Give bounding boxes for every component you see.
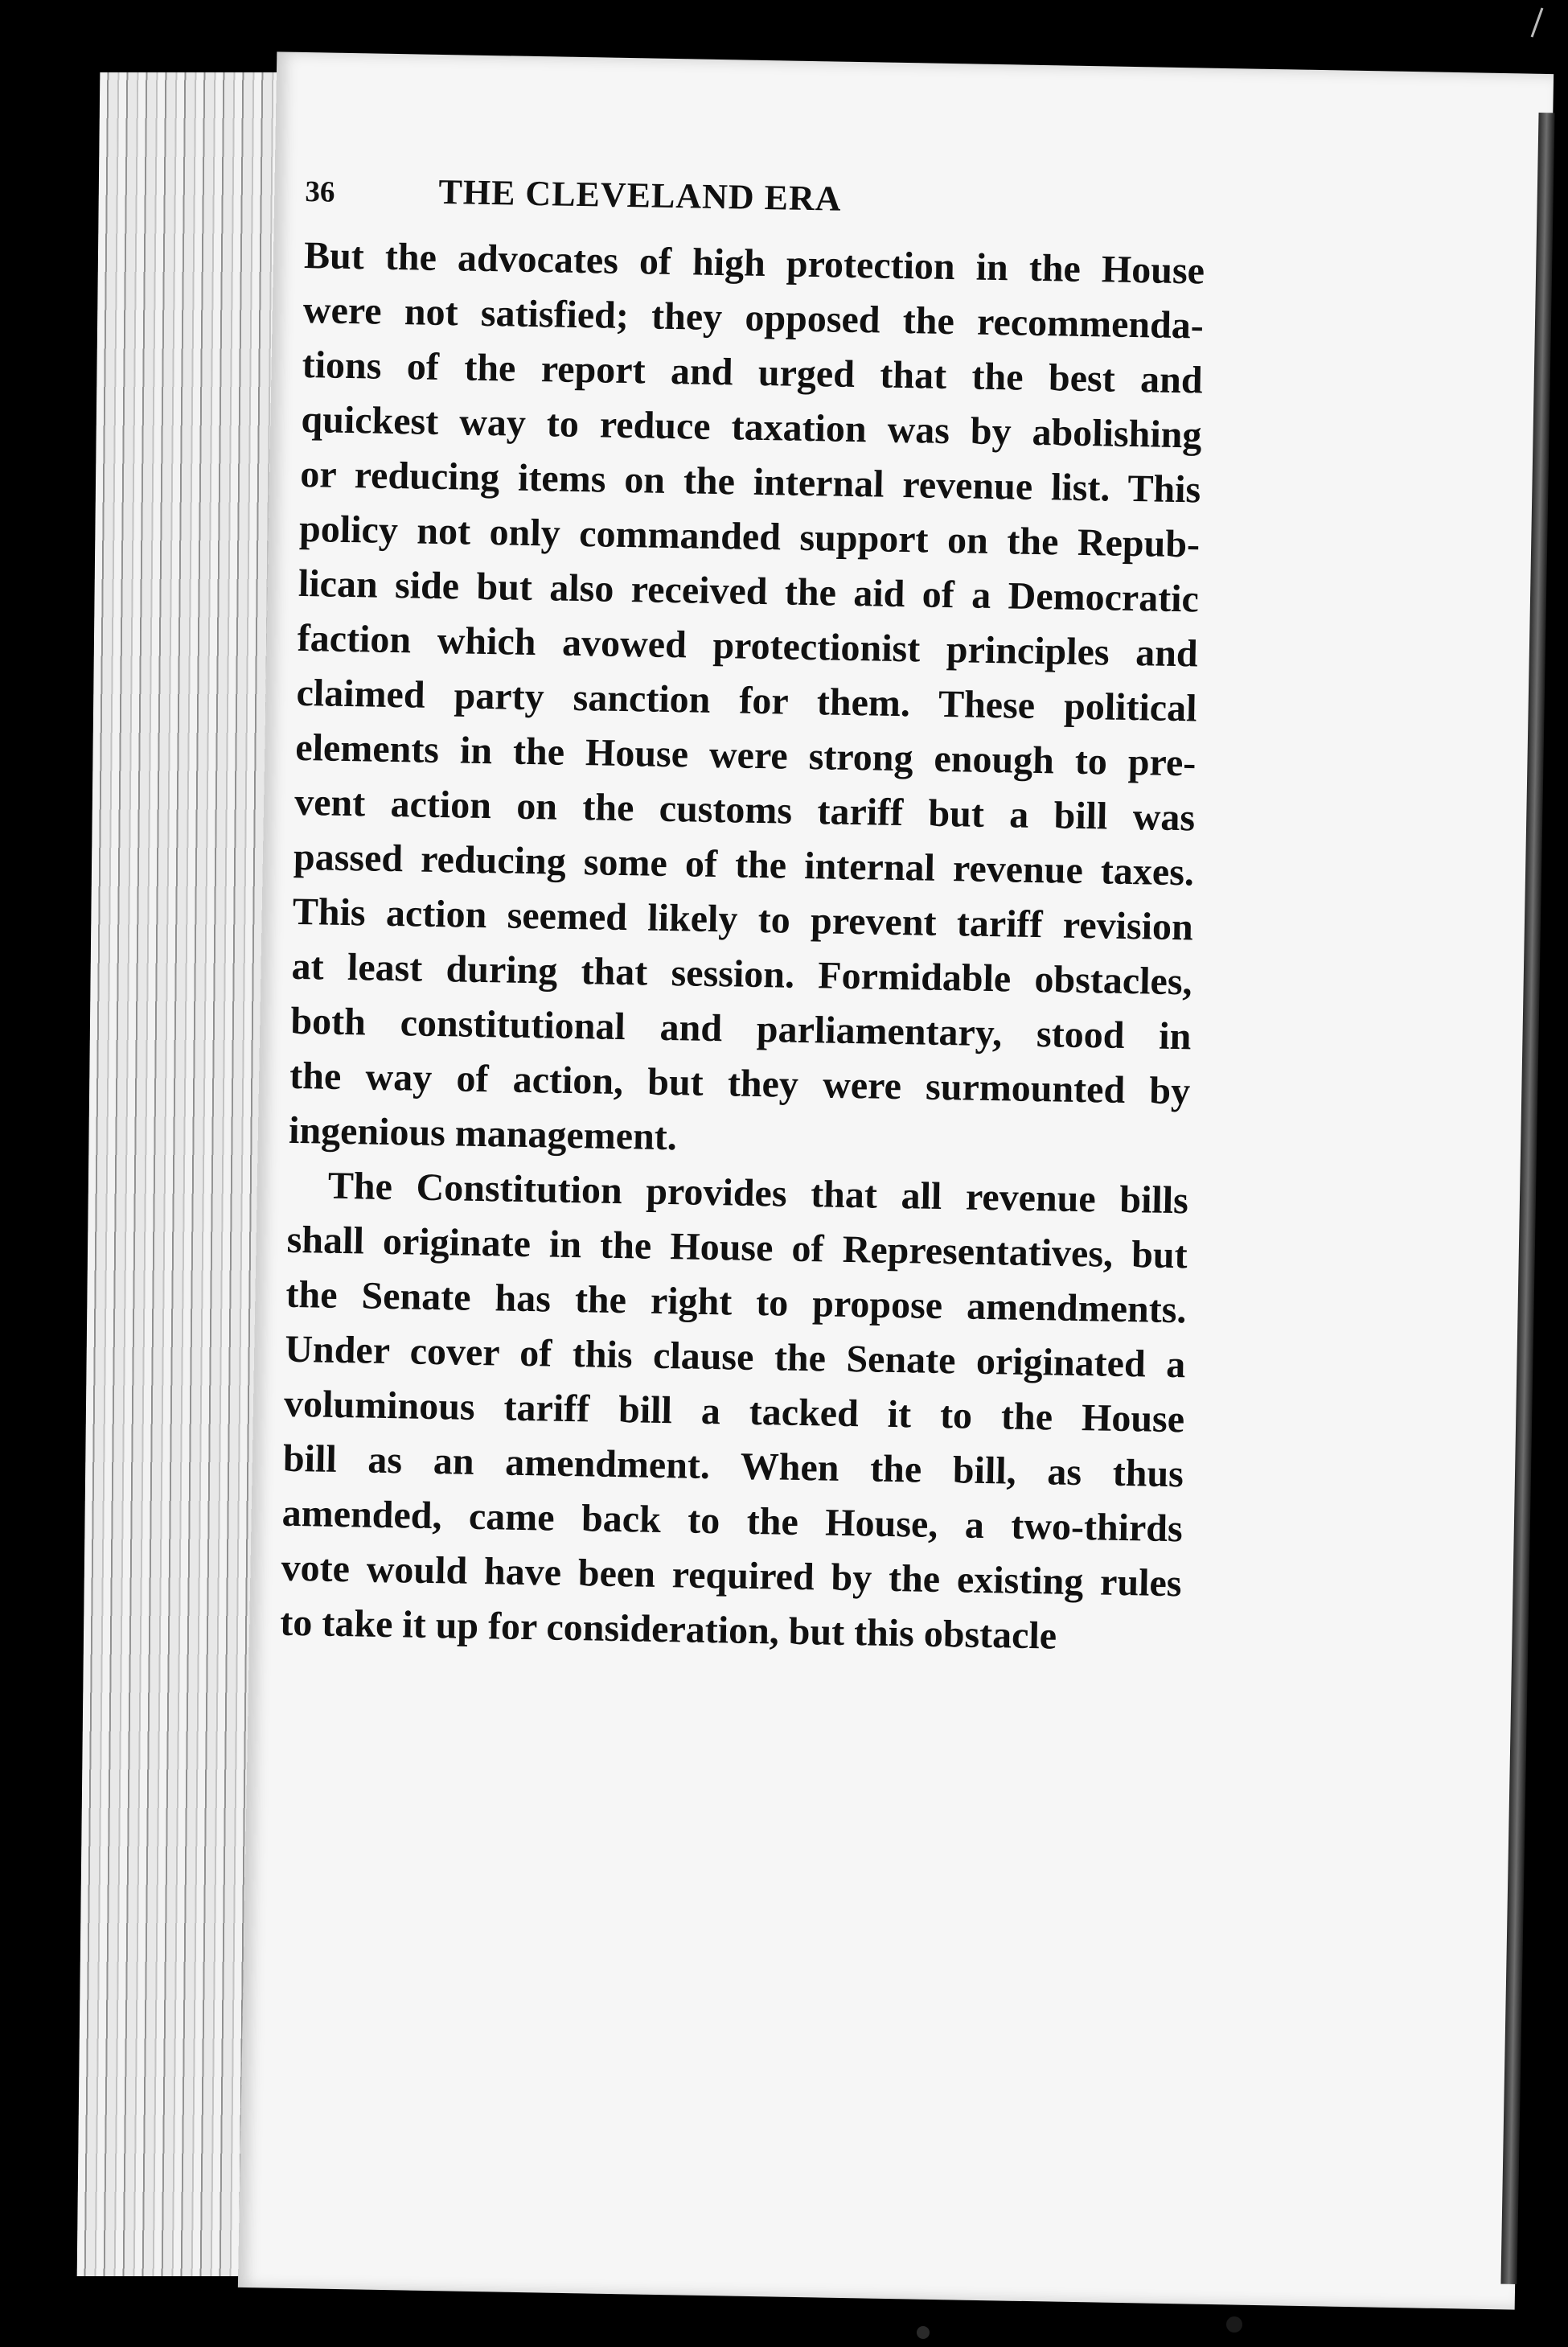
text-line: were not satisfied; they opposed the recommenda-: [302, 288, 1205, 347]
scan-scratch: [1532, 8, 1542, 37]
text-line: faction which avowed protectionist principles and: [297, 616, 1199, 676]
text-line: The Constitution provides that all revenue bills: [327, 1164, 1189, 1223]
text-line: This action seemed likely to prevent tariff revision: [292, 890, 1194, 949]
running-head-title: THE CLEVELAND ERA: [438, 171, 842, 219]
text-line: the way of action, but they were surmounted by: [289, 1054, 1191, 1113]
paragraph: [289, 228, 1205, 1174]
scan-speck: [1226, 2316, 1242, 2333]
text-line: shall originate in the House of Representatives, but: [286, 1218, 1188, 1277]
page-number: 36: [305, 175, 335, 209]
page-text-block: [280, 169, 1206, 1666]
paragraph: [280, 1158, 1189, 1666]
text-line: policy not only commanded support on the Repub-: [298, 507, 1201, 566]
text-line: both constitutional and parliamentary, stood in: [290, 999, 1192, 1058]
text-line: lican side but also received the aid of a Democratic: [298, 561, 1200, 621]
text-line: or reducing items on the internal revenue list. This: [299, 452, 1201, 512]
text-line: bill as an amendment. When the bill, as thus: [282, 1437, 1184, 1496]
text-line: vent action on the customs tariff but a bill was: [293, 780, 1196, 840]
text-line: voluminous tariff bill a tacked it to the House: [283, 1382, 1185, 1441]
text-line: tions of the report and urged that the best and: [302, 343, 1204, 402]
text-line: elements in the House were strong enough to pre-: [294, 725, 1197, 785]
text-line: ingenious management.: [288, 1108, 678, 1159]
text-line: the Senate has the right to propose amendments.: [285, 1272, 1187, 1332]
text-line: vote would have been required by the existing rules: [281, 1546, 1182, 1605]
text-line: amended, came back to the House, a two-thirds: [281, 1491, 1184, 1551]
text-line: to take it up for consideration, but this obstacle: [279, 1601, 1057, 1658]
text-line: at least during that session. Formidable obstacles,: [291, 944, 1192, 1004]
text-line: Under cover of this clause the Senate originated a: [284, 1327, 1186, 1387]
body-text: [280, 228, 1205, 1666]
text-line: claimed party sanction for them. These political: [296, 671, 1197, 730]
scan-speck: [917, 2326, 930, 2339]
text-line: But the advocates of high protection in the House: [303, 233, 1205, 293]
text-line: passed reducing some of the internal revenue taxes.: [293, 835, 1195, 894]
text-line: quickest way to reduce taxation was by abolishing: [301, 397, 1202, 457]
